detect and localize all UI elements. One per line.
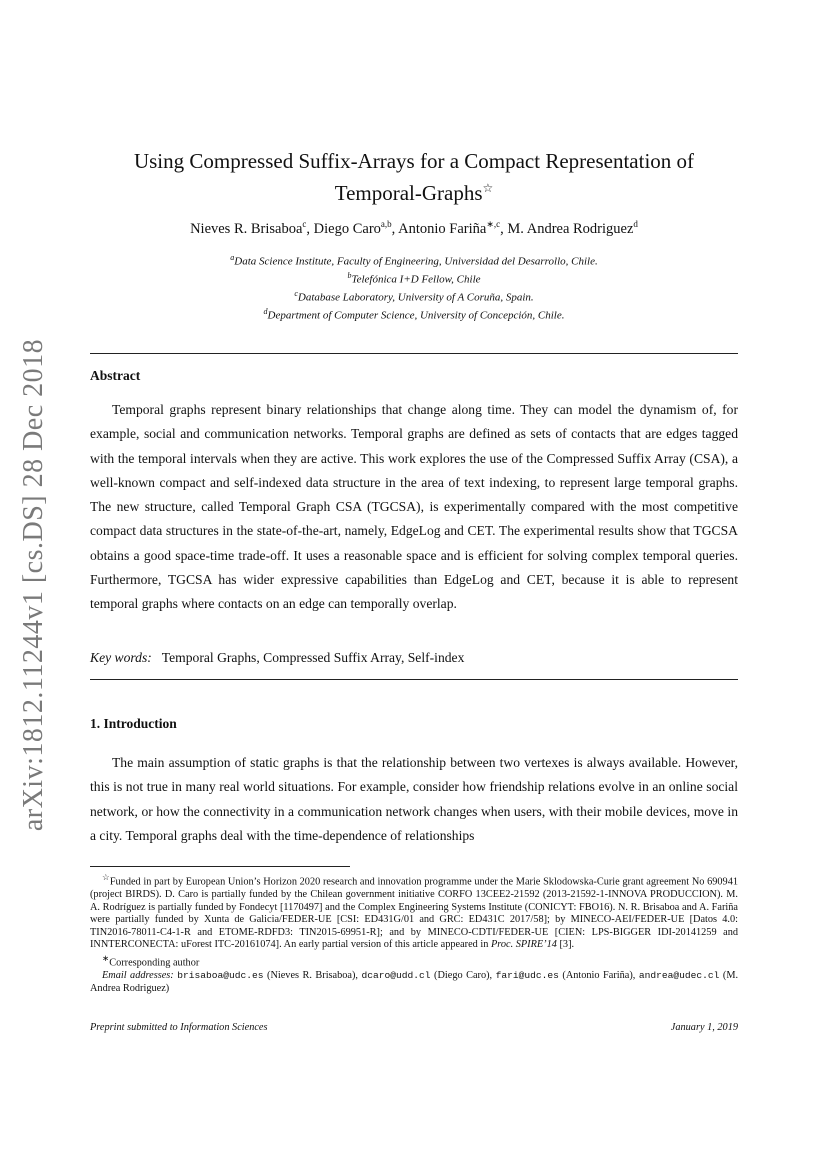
affiliation-item xyxy=(90,287,738,305)
affiliation-mark: c xyxy=(294,288,298,298)
paper-title xyxy=(90,148,738,207)
footnotes xyxy=(90,871,738,995)
title-line-2 xyxy=(90,175,738,207)
email-address[interactable]: fari@udc.es xyxy=(495,970,559,981)
arxiv-identifier-stamp xyxy=(14,335,54,835)
affiliation-mark: b xyxy=(347,270,352,280)
affiliation-text: Department of Computer Science, University of Concepción, Chile. xyxy=(267,309,565,322)
email-label: Email addresses: xyxy=(102,970,174,981)
author-name: Nieves R. Brisaboa xyxy=(190,220,303,237)
introduction-body: The main assumption of static graphs is that the relationship between two vertexes is always available. However, this is not true in many real world situations. For example, consider how friendship relations evolve in an online social network, or how the connectivity in a communication network changes when users, with their mobile devices, move in a city. Temporal graphs deal with the time-dependence of relationships xyxy=(90,755,738,843)
author-list: Nieves R. Brisaboa$^c$, Diego Caro$^{a,b}$, Antonio Fariña$^{∗,c}$, M. Andrea Rodriguez$^d$ xyxy=(190,219,638,237)
affiliation-text: Database Laboratory, University of A Coruña, Spain. xyxy=(297,291,534,304)
affiliation-item xyxy=(90,251,738,269)
abstract-body: Temporal graphs represent binary relationships that change along time. They can model the dynamism of, for example, social and communication networks. Temporal graphs are defined as sets of contacts that are edges tagged with the temporal intervals when they are active. This work explores the use of the Compressed Suffix Array (CSA), a well-known compact and self-indexed data structure in the area of text indexing, to represent large temporal graphs. The new structure, called Temporal Graph CSA (TGCSA), is experimentally compared with the most competitive compact data structures in the state-of-the-art, namely, EdgeLog and CET. The experimental results show that TGCSA obtains a good space-time trade-off. It uses a reasonable space and is efficient for solving complex temporal queries. Furthermore, TGCSA has wider expressive capabilities than EdgeLog and CET, because it is able to represent temporal graphs where contacts on an edge can temporally overlap. xyxy=(90,402,738,612)
author-affiliation-mark: c xyxy=(302,219,307,229)
author-name: Diego Caro xyxy=(313,220,381,237)
affiliation-mark: d xyxy=(263,306,268,316)
email-address[interactable]: dcaro@udd.cl xyxy=(361,970,431,981)
abstract-heading: Abstract xyxy=(90,368,141,383)
title-line-2-text: Temporal-Graphs xyxy=(334,181,483,205)
section-heading-introduction: 1. Introduction xyxy=(90,716,177,731)
title-footnote-mark: ☆ xyxy=(482,181,494,195)
corresponding-author-text: Corresponding author xyxy=(109,957,200,969)
author-name: Antonio Fariña xyxy=(398,220,487,237)
email-owner: (Diego Caro), xyxy=(434,970,493,981)
funding-footnote-ref: [3]. xyxy=(559,939,575,951)
funding-footnote-venue: Proc. SPIRE’14 xyxy=(490,939,557,951)
affiliation-item xyxy=(90,305,738,323)
page-footer xyxy=(90,1022,738,1033)
email-owner: (Antonio Fariña), xyxy=(562,970,636,981)
email-address[interactable]: brisaboa@udc.es xyxy=(177,970,264,981)
email-address[interactable]: andrea@udec.cl xyxy=(638,970,720,981)
keywords-line xyxy=(90,650,738,666)
corresponding-author-footnote xyxy=(90,952,738,970)
affiliation-mark: a xyxy=(230,253,235,262)
email-footnote xyxy=(90,970,738,995)
title-line-1: Using Compressed Suffix-Arrays for a Compact Representation of xyxy=(133,149,695,173)
funding-footnote-mark: ☆ xyxy=(102,872,110,882)
affiliation-text: Telefónica I+D Fellow, Chile xyxy=(351,273,481,286)
affiliation-list xyxy=(90,251,738,323)
funding-footnote-text: Funded in part by European Union’s Horizon 2020 research and innovation programme under the Marie Sklodowska-Curie grant agreement No 690941 (project BIRDS). D. Caro is partially funded by the Chilean government initiative CORFO 13CEE2-21592 (2013-21592-1-INNOVA PRODUCCION). M. A. Rodríguez is partially funded by Fondecyt [1170497] and the Complex Engineering Systems Institute (CONICYT: FBO16). N. R. Brisaboa and A. Fariña were partially funded by Xunta de Galicia/FEDER-UE [CSI: ED431G/01 and GRC: ED431C 2017/58]; by MINECO-AEI/FEDER-UE [Datos 4.0: TIN2016-78011-C4-1-R and ETOME-RDFD3: TIN2015-69951-R]; and by MINECO-CDTI/FEDER-UE [CIEN: LPS-BIGGER IDI-20141259 and INNTERCONECTA: uForest ITC-20161074]. An early partial version of this article appeared in xyxy=(90,876,738,951)
author-affiliation-mark: d xyxy=(633,219,638,229)
email-owner: (M. Andrea Rodriguez) xyxy=(90,970,739,994)
author-name: M. Andrea Rodriguez xyxy=(507,220,634,237)
author-affiliation-mark: ∗,c xyxy=(486,219,501,229)
footer-preprint-note: Preprint submitted to Information Sciences xyxy=(90,1022,268,1033)
abstract-top-rule xyxy=(90,353,738,354)
funding-footnote xyxy=(90,871,738,952)
email-owner: (Nieves R. Brisaboa), xyxy=(267,970,358,981)
abstract-bottom-rule xyxy=(90,679,738,680)
corresponding-author-mark: ∗ xyxy=(102,952,110,963)
affiliation-text: Data Science Institute, Faculty of Engineering, Universidad del Desarrollo, Chile. xyxy=(234,255,598,268)
author-affiliation-mark: a,b xyxy=(380,219,392,229)
arxiv-stamp-text: arXiv:1812.11244v1 [cs.DS] 28 Dec 2018 xyxy=(18,338,49,832)
keywords-label: Key words: xyxy=(90,650,152,665)
keywords-text: Temporal Graphs, Compressed Suffix Array, Self-index xyxy=(161,650,465,665)
affiliation-item xyxy=(90,269,738,287)
footer-date: January 1, 2019 xyxy=(670,1022,738,1033)
footnote-rule xyxy=(90,866,350,867)
